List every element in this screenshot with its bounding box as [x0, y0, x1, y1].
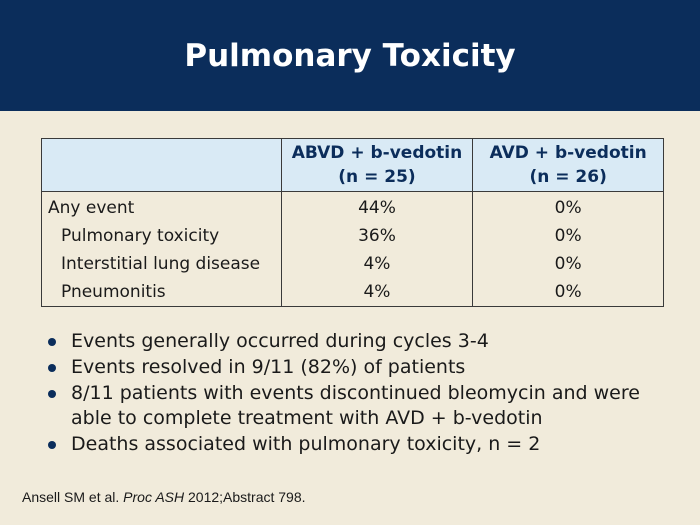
bullet-dot-icon	[48, 441, 56, 449]
bullet-item	[46, 355, 666, 380]
bullet-dot-icon	[48, 390, 56, 398]
row-value-avd: 0%	[473, 222, 664, 250]
row-label-interstitial-lung-disease: Interstitial lung disease	[42, 250, 282, 278]
bullet-list	[46, 329, 666, 458]
header-blank-cell	[42, 139, 282, 192]
header-abvd-line-2: (n = 25)	[338, 167, 416, 187]
row-value-abvd: 4%	[281, 250, 473, 278]
row-value-avd: 0%	[473, 250, 664, 278]
citation-authors: Ansell SM et al.	[22, 489, 124, 505]
bullet-item	[46, 381, 666, 431]
row-value-avd: 0%	[473, 278, 664, 307]
citation	[22, 489, 306, 505]
table-row	[42, 278, 664, 307]
row-label-any-event: Any event	[42, 192, 282, 223]
row-label-pneumonitis: Pneumonitis	[42, 278, 282, 307]
bullet-text: 8/11 patients with events discontinued bleomycin and were able to complete treatment with AVD + b-vedotin	[71, 382, 640, 429]
bullet-item	[46, 329, 666, 354]
table-header-row	[42, 139, 664, 192]
table-row	[42, 250, 664, 278]
row-value-abvd: 44%	[281, 192, 473, 223]
row-value-abvd: 4%	[281, 278, 473, 307]
header-avd	[473, 139, 664, 192]
slide-title: Pulmonary Toxicity	[184, 38, 516, 74]
table-row	[42, 222, 664, 250]
header-avd-line-2: (n = 26)	[529, 167, 607, 187]
header-abvd-line-1: ABVD + b-vedotin	[291, 143, 463, 163]
citation-journal: Proc ASH	[123, 489, 185, 505]
bullet-item	[46, 432, 666, 457]
bullet-text: Events generally occurred during cycles 3-4	[71, 330, 489, 352]
table-row	[42, 192, 664, 223]
header-avd-line-1: AVD + b-vedotin	[489, 143, 647, 163]
citation-details: 2012;Abstract 798.	[184, 489, 306, 505]
row-label-pulmonary-toxicity: Pulmonary toxicity	[42, 222, 282, 250]
pulmonary-toxicity-table	[41, 138, 664, 307]
bullet-text: Deaths associated with pulmonary toxicity, n = 2	[71, 433, 541, 455]
bullet-dot-icon	[48, 338, 56, 346]
bullet-text: Events resolved in 9/11 (82%) of patients	[71, 356, 466, 378]
header-abvd	[281, 139, 473, 192]
row-value-avd: 0%	[473, 192, 664, 223]
bullet-dot-icon	[48, 364, 56, 372]
row-value-abvd: 36%	[281, 222, 473, 250]
